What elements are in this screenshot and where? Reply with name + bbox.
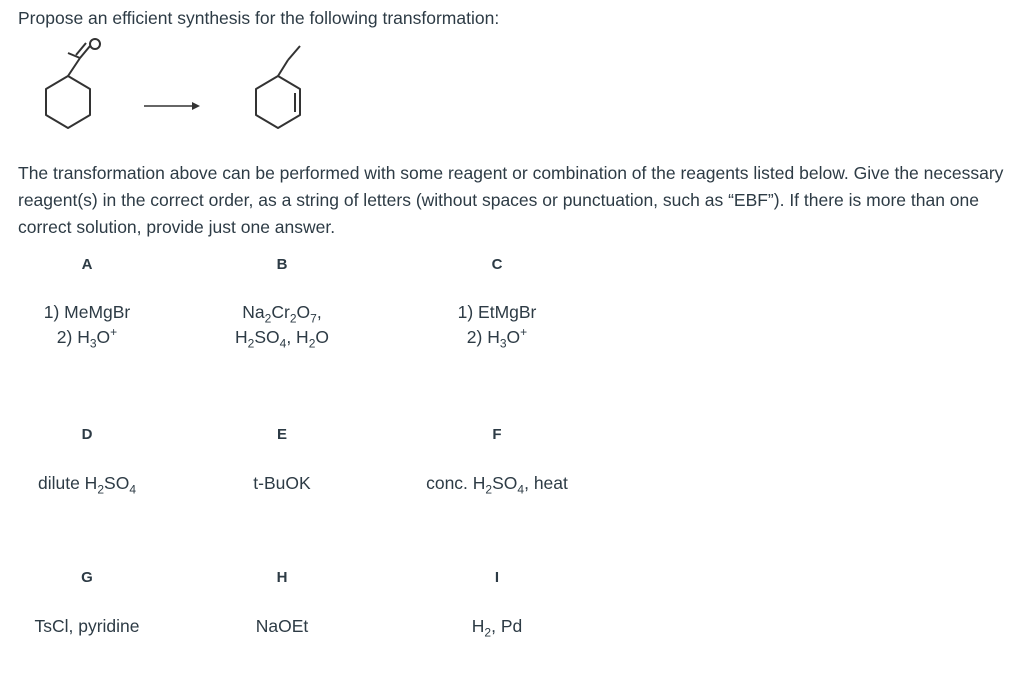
reagent-letter-h: H (276, 569, 288, 586)
reagent-line: 1) MeMgBr (43, 302, 131, 322)
reagent-line: conc. $H_2SO_4$, heat (426, 473, 568, 497)
reagent-line: 1) EtMgBr (457, 302, 537, 322)
reagent-letter-i: I (494, 569, 500, 586)
reagent-text-f (377, 471, 617, 496)
reagent-line: TsCl, pyridine (34, 616, 140, 636)
reagent-letter-a: A (81, 256, 93, 273)
reagent-line: NaOEt (255, 616, 309, 636)
reagent-line: t-BuOK (253, 473, 311, 493)
reagent-text-b (162, 300, 402, 350)
reagent-text-e (162, 471, 402, 496)
reagent-line: $H_2SO_4$, $H_2O$ (235, 327, 329, 351)
reagent-line: $H_2$, Pd (471, 616, 523, 640)
reagent-text-i (377, 614, 617, 639)
reagent-text-c (377, 300, 617, 350)
reagent-letter-e: E (276, 426, 287, 443)
question-title: Propose an efficient synthesis for the following transformation: (18, 8, 500, 28)
reagent-letter-d: D (81, 426, 93, 443)
reagent-letter-f: F (492, 426, 502, 443)
reagent-letter-b: B (276, 256, 288, 273)
instructions-text: The transformation above can be performed with some reagent or combination of the reagents listed below. Give the necessary reagent(s) in the correct order, as a string of letters (without spaces or punctuation, such as “EBF”). If there is more than one correct solution, provide just one answer. (18, 163, 1004, 237)
reagent-line: $Na_2Cr_2O_7$, (242, 302, 322, 326)
reagent-line: 2) $H_3O^+$ (56, 325, 118, 351)
reagent-letter-g: G (81, 569, 93, 586)
reagent-line: dilute $H_2SO_4$ (37, 473, 136, 497)
reagent-letter-c: C (491, 256, 503, 273)
reagent-line: 2) $H_3O^+$ (466, 325, 528, 351)
reagent-text-h (162, 614, 402, 639)
